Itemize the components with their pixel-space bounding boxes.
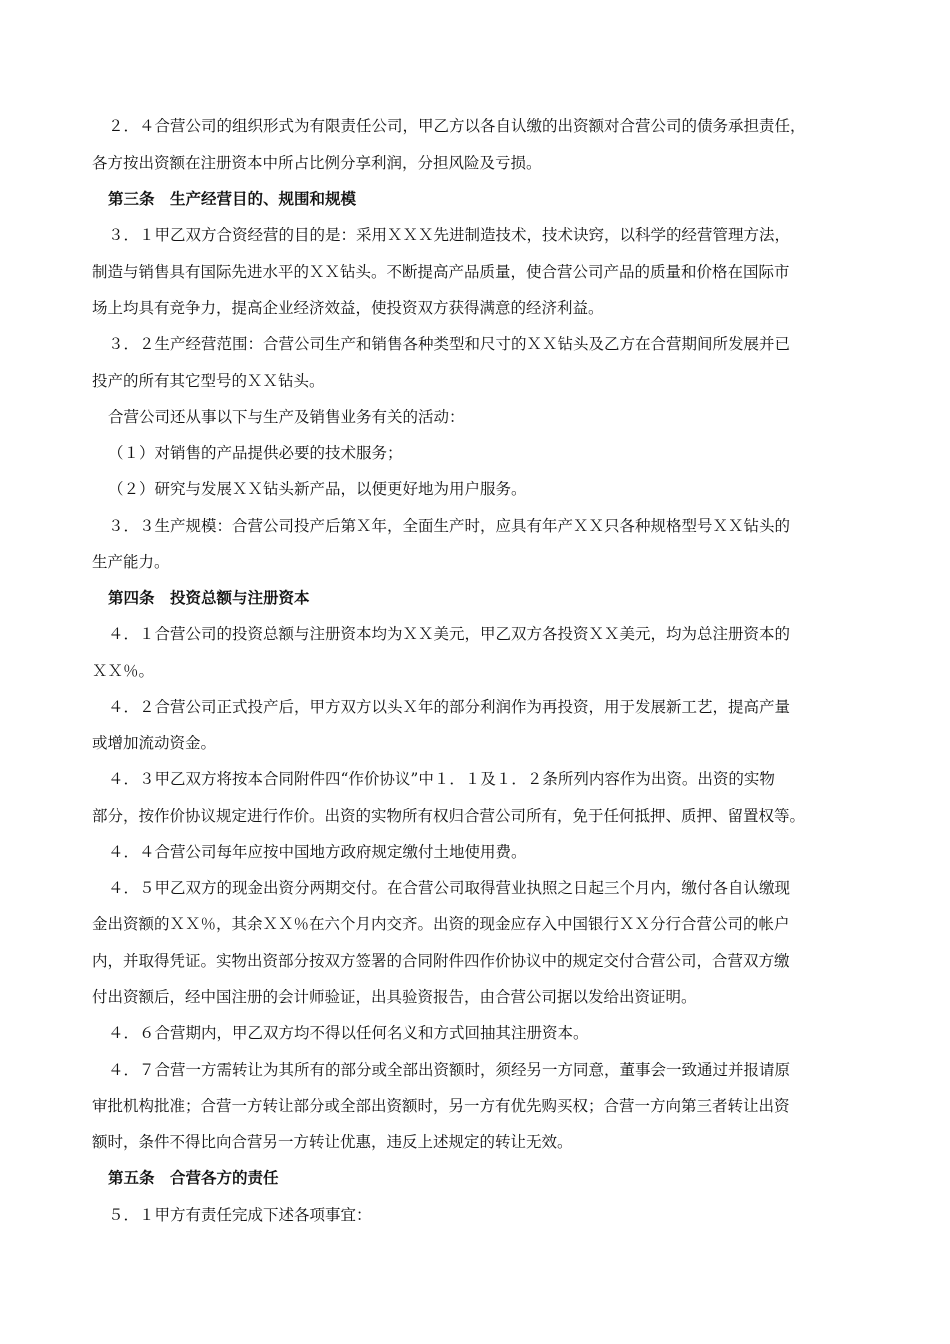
paragraph-4-5-line-3: 内，并取得凭证。实物出资部分按双方签署的合同附件四作价协议中的规定交付合营公司，合营双方缴 — [92, 952, 790, 970]
section-heading-article-4: 第四条 投资总额与注册资本 — [108, 588, 310, 607]
paragraph-4-6: ４．６合营期内，甲乙双方均不得以任何名义和方式回抽其注册资本。 — [108, 1024, 589, 1042]
paragraph-4-7-line-3: 额时，条件不得比向合营另一方转让优惠，违反上述规定的转让无效。 — [92, 1133, 573, 1151]
paragraph-4-5-line-2: 金出资额的ＸＸ％，其余ＸＸ％在六个月内交齐。出资的现金应存入中国银行ＸＸ分行合营公司的帐户 — [92, 915, 790, 933]
paragraph-4-2-line-2: 或增加流动资金。 — [92, 734, 217, 752]
paragraph-3-1-line-1: ３．１甲乙双方合资经营的目的是：采用ＸＸＸ先进制造技术，技术诀窍，以科学的经营管理方法， — [108, 226, 791, 244]
paragraph-4-7-line-2: 审批机构批准；合营一方转让部分或全部出资额时，另一方有优先购买权；合营一方向第三者转让出资 — [92, 1097, 790, 1115]
list-item-2: （２）研究与发展ＸＸ钻头新产品，以便更好地为用户服务。 — [108, 480, 527, 498]
paragraph-3-2-line-1: ３．２生产经营范围：合营公司生产和销售各种类型和尺寸的ＸＸ钻头及乙方在合营期间所发展并已 — [108, 335, 791, 353]
paragraph-4-4: ４．４合营公司每年应按中国地方政府规定缴付土地使用费。 — [108, 843, 527, 861]
paragraph-activities-intro: 合营公司还从事以下与生产及销售业务有关的活动： — [108, 408, 465, 426]
paragraph-3-1-line-2: 制造与销售具有国际先进水平的ＸＸ钻头。不断提高产品质量，使合营公司产品的质量和价格在国际市 — [92, 263, 790, 281]
paragraph-4-3-line-1: ４．３甲乙双方将按本合同附件四“作价协议”中１．１及１．２条所列内容作为出资。出资的实物 — [108, 770, 775, 788]
paragraph-2-4-line-2: 各方按出资额在注册资本中所占比例分享利润，分担风险及亏损。 — [92, 154, 542, 172]
paragraph-4-7-line-1: ４．７合营一方需转让为其所有的部分或全部出资额时，须经另一方同意，董事会一致通过并报请原 — [108, 1061, 791, 1079]
paragraph-5-1: ５．１甲方有责任完成下述各项事宜： — [108, 1206, 372, 1224]
paragraph-4-3-line-2: 部分，按作价协议规定进行作价。出资的实物所有权归合营公司所有，免于任何抵押、质押、留置权等。 — [92, 807, 806, 825]
paragraph-3-3-line-2: 生产能力。 — [92, 553, 170, 571]
paragraph-3-1-line-3: 场上均具有竞争力，提高企业经济效益，使投资双方获得满意的经济利益。 — [92, 299, 604, 317]
paragraph-4-2-line-1: ４．２合营公司正式投产后，甲方双方以头Ｘ年的部分利润作为再投资，用于发展新工艺，提高产量 — [108, 698, 791, 716]
paragraph-3-2-line-2: 投产的所有其它型号的ＸＸ钻头。 — [92, 372, 325, 390]
paragraph-2-4-line-1: ２．４合营公司的组织形式为有限责任公司，甲乙方以各自认缴的出资额对合营公司的债务承担责任， — [108, 117, 806, 135]
paragraph-4-5-line-4: 付出资额后，经中国注册的会计师验证，出具验资报告，由合营公司据以发给出资证明。 — [92, 988, 697, 1006]
paragraph-3-3-line-1: ３．３生产规模：合营公司投产后第Ｘ年，全面生产时，应具有年产ＸＸ只各种规格型号ＸＸ钻头的 — [108, 517, 791, 535]
paragraph-4-5-line-1: ４．５甲乙双方的现金出资分两期交付。在合营公司取得营业执照之日起三个月内，缴付各自认缴现 — [108, 879, 791, 897]
section-heading-article-3: 第三条 生产经营目的、规围和规模 — [108, 189, 357, 208]
list-item-1: （１）对销售的产品提供必要的技术服务； — [108, 444, 403, 462]
paragraph-4-1-line-2: ＸＸ％。 — [92, 662, 155, 680]
paragraph-4-1-line-1: ４．１合营公司的投资总额与注册资本均为ＸＸ美元，甲乙双方各投资ＸＸ美元，均为总注册资本的 — [108, 625, 791, 643]
section-heading-article-5: 第五条 合营各方的责任 — [108, 1168, 279, 1187]
